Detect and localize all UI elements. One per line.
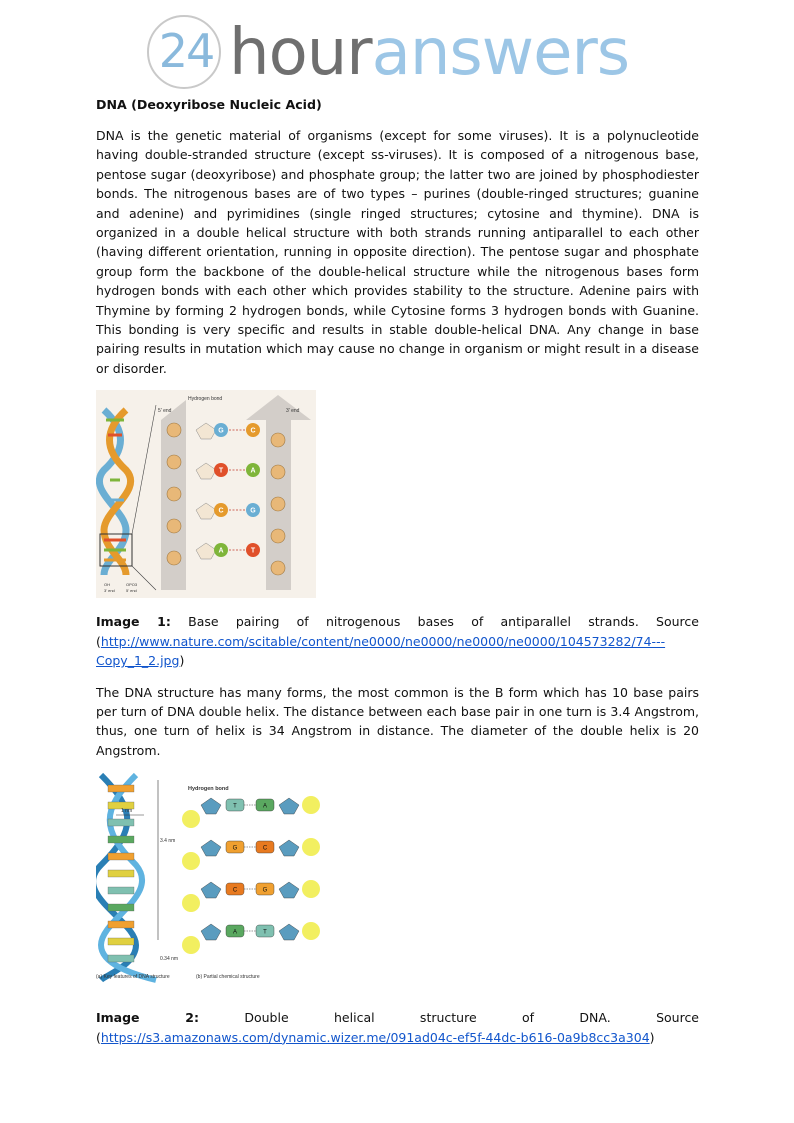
figure-double-helix — [96, 770, 332, 994]
label-3-4nm: 3.4 nm — [160, 838, 176, 845]
page-title: DNA (Deoxyribose Nucleic Acid) — [96, 97, 322, 112]
sugar-right-0 — [279, 798, 299, 814]
phosphate-right-2 — [271, 497, 285, 511]
paragraph-b-form: The DNA structure has many forms, the most common is the B form which has 10 base pairs per turn of DNA double helix. The distance between each base pair in one turn is 3.4 Angstrom, thus, one turn of helix is 34 Angstrom in distance. The diameter of the double helix is 20 Angstrom. — [96, 684, 699, 758]
figure-base-pairing — [96, 390, 316, 598]
logo — [147, 15, 630, 95]
end-3-top-label: 3' end — [286, 408, 300, 415]
logo-wordmark — [229, 17, 629, 89]
end-3-bottom-label: 3' end — [104, 588, 115, 594]
hydrogen-bond-label-2: Hydrogen bond — [188, 786, 229, 793]
end-5-bottom-label: 5' end — [126, 588, 137, 594]
caption-image-2: Image 2: Double helical structure of DNA. Source (https://s3.amazonaws.com/dynamic.wizer.me/091ad04c-ef5f-44dc-b616-0a9b8cc3a304) — [96, 1010, 700, 1045]
paragraph-intro: DNA is the genetic material of organisms (except for some viruses). It is a polynucleotide having double-stranded structure (except ss-viruses). It is composed of a nitrogenous base, pentose sugar (deoxyribose) and phosphate group; the latter two are joined by phosphodiester bonds. The nitrogenous bases are of two types – purines (double-ringed structures; guanine and adenine) and pyrimidines (single ringed structures; cytosine and thymine). DNA is organized in a double helical structure with both strands running antiparallel to each other (having different orientation, running in opposite direction). The pentose sugar and phosphate group form the backbone of the double-helical structure while the nitrogenous bases form hydrogen bonds with each other which provides stability to the structure. Adenine pairs with Thymine by forming 2 hydrogen bonds, while Cytosine forms 3 hydrogen bonds with Guanine. This bonding is very specific and results in stable double-helical DNA. Any change in base pairing results in mutation which may cause no change in organism or might result in a disease or disorder. — [96, 128, 699, 376]
phosphate-right-3 — [271, 529, 285, 543]
chemical-base-pairs — [182, 796, 320, 954]
sugar-left-3 — [201, 924, 221, 940]
phosphate-right-1 — [271, 465, 285, 479]
sugar-right-3 — [279, 924, 299, 940]
phosphate-left-2 — [167, 487, 181, 501]
phosphate-yellow-left-1 — [182, 852, 200, 870]
logo-circle — [147, 15, 221, 89]
base-left-label: C — [218, 507, 224, 515]
pair-left-label: T — [233, 803, 237, 810]
label-0-34nm: 0.34 nm — [160, 956, 179, 963]
phosphate-left-1 — [167, 455, 181, 469]
phosphate-right-0 — [271, 433, 285, 447]
caption-1-text: Base pairing of nitrogenous bases of antiparallel strands. Source — [188, 614, 699, 630]
pair-left-label: G — [232, 845, 238, 852]
phosphate-yellow-right-2 — [302, 880, 320, 898]
label-1nm: 1 nm — [121, 808, 133, 815]
caption-2-link[interactable]: https://s3.amazonaws.com/dynamic.wizer.me/091ad04c-ef5f-44dc-b616-0a9b8cc3a304 — [100, 1029, 650, 1045]
base-left-label: G — [218, 427, 224, 435]
pair-right-label: C — [262, 845, 268, 852]
hydrogen-bond-label: Hydrogen bond — [188, 396, 223, 403]
sugar-left-2 — [201, 882, 221, 898]
helix-rung-4 — [108, 853, 134, 860]
caption-1-link[interactable]: http://www.nature.com/scitable/content/ne0000/ne0000/ne0000/ne0000/104573282/74---Copy_1_2.jpg — [96, 633, 666, 669]
helix-rung-10 — [108, 955, 134, 962]
caption-b: (b) Partial chemical structure — [196, 974, 260, 981]
phosphate-yellow-right-3 — [302, 922, 320, 940]
pair-right-label: G — [262, 887, 268, 894]
opo3-label: OPO3 — [126, 582, 138, 588]
caption-2-label: Image 2: — [96, 1010, 199, 1026]
base-right-label: G — [250, 507, 256, 515]
base-right-label: T — [250, 547, 256, 555]
helix-rung-8 — [108, 921, 134, 928]
helix-rung-9 — [108, 938, 134, 945]
helix-rung-5 — [108, 870, 134, 877]
sugar-right-2 — [279, 882, 299, 898]
helix-rung-6 — [108, 887, 134, 894]
logo-answers: answers — [371, 16, 630, 90]
base-left-label: T — [218, 467, 224, 475]
phosphate-left-4 — [167, 551, 181, 565]
sugar-left-0 — [201, 798, 221, 814]
base-left-label: A — [218, 547, 224, 555]
caption-2-text: Double helical structure of DNA. Source — [244, 1010, 700, 1026]
phosphate-yellow-left-3 — [182, 936, 200, 954]
phosphate-yellow-right-0 — [302, 796, 320, 814]
pair-left-label: A — [232, 929, 238, 936]
caption-a: (a) Key features of DNA structure — [96, 974, 170, 981]
phosphate-left-3 — [167, 519, 181, 533]
caption-image-1: Image 1: Base pairing of nitrogenous bases of antiparallel strands. Source (http://www.nature.com/scitable/content/ne0000/ne0000/ne0000/ne0000/104573282/74---Copy_1_2.jpg) — [96, 614, 699, 669]
helix-rung-2 — [108, 819, 134, 826]
phosphate-yellow-right-1 — [302, 838, 320, 856]
sugar-right-1 — [279, 840, 299, 856]
pair-right-label: T — [263, 929, 267, 936]
phosphate-left-0 — [167, 423, 181, 437]
end-5-top-label: 5' end — [158, 408, 172, 415]
phosphate-right-4 — [271, 561, 285, 575]
phosphate-yellow-left-0 — [182, 810, 200, 828]
phosphate-yellow-left-2 — [182, 894, 200, 912]
base-right-label: C — [250, 427, 256, 435]
oh-label: OH — [104, 582, 110, 588]
helix-rung-3 — [108, 836, 134, 843]
document-body — [96, 97, 699, 1047]
pair-left-label: C — [232, 887, 238, 894]
helix-rung-0 — [108, 785, 134, 792]
caption-1-label: Image 1: — [96, 614, 171, 630]
sugar-left-1 — [201, 840, 221, 856]
double-helix-icon — [96, 775, 178, 980]
pair-right-label: A — [262, 803, 268, 810]
base-right-label: A — [250, 467, 256, 475]
logo-hour: hour — [229, 16, 372, 90]
helix-rung-7 — [108, 904, 134, 911]
logo-number: 24 — [158, 24, 214, 78]
